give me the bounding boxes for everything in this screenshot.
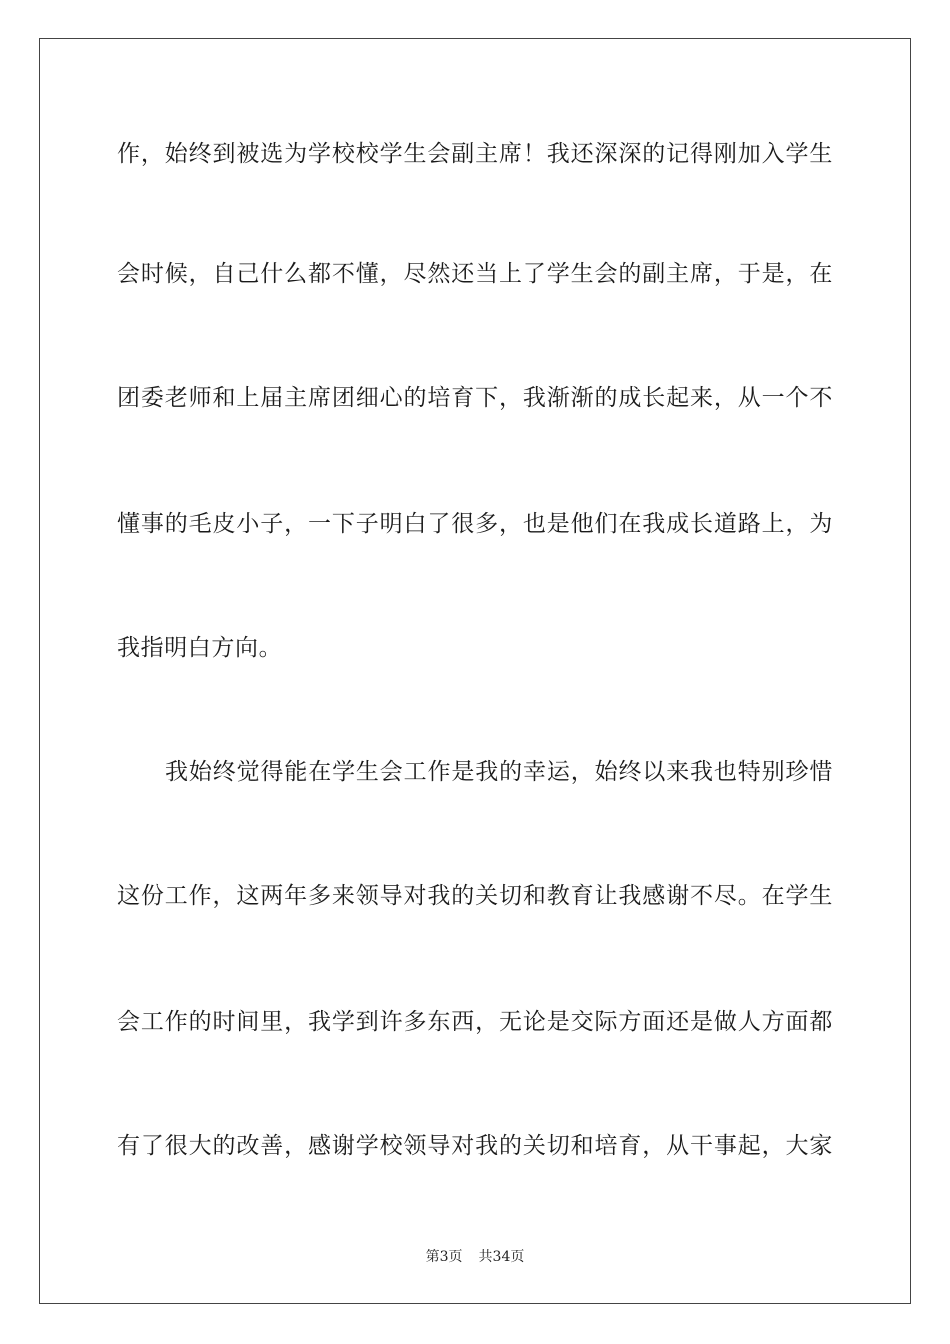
body-text-line-4: 懂事的毛皮小子，一下子明白了很多，也是他们在我成长道路上，为 — [117, 511, 833, 537]
body-text-line-7: 这份工作，这两年多来领导对我的关切和教育让我感谢不尽。在学生 — [117, 883, 833, 909]
body-text-line-2: 会时候，自己什么都不懂，尽然还当上了学生会的副主席，于是，在 — [117, 261, 833, 287]
body-text-line-8: 会工作的时间里，我学到许多东西，无论是交际方面还是做人方面都 — [117, 1009, 833, 1035]
body-text-line-5: 我指明白方向。 — [117, 635, 283, 661]
page-border — [39, 38, 911, 1304]
page-footer — [0, 1247, 950, 1267]
body-text-line-1: 作，始终到被选为学校校学生会副主席！我还深深的记得刚加入学生 — [117, 141, 833, 167]
paragraph-2-first-line: 我始终觉得能在学生会工作是我的幸运，始终以来我也特别珍惜 — [165, 759, 833, 785]
body-text-line-3: 团委老师和上届主席团细心的培育下，我渐渐的成长起来，从一个不 — [117, 385, 833, 411]
body-text-line-9: 有了很大的改善，感谢学校领导对我的关切和培育，从干事起，大家 — [117, 1133, 833, 1159]
total-pages-label: 共34页 — [478, 1249, 525, 1265]
current-page-label: 第3页 — [425, 1249, 463, 1265]
